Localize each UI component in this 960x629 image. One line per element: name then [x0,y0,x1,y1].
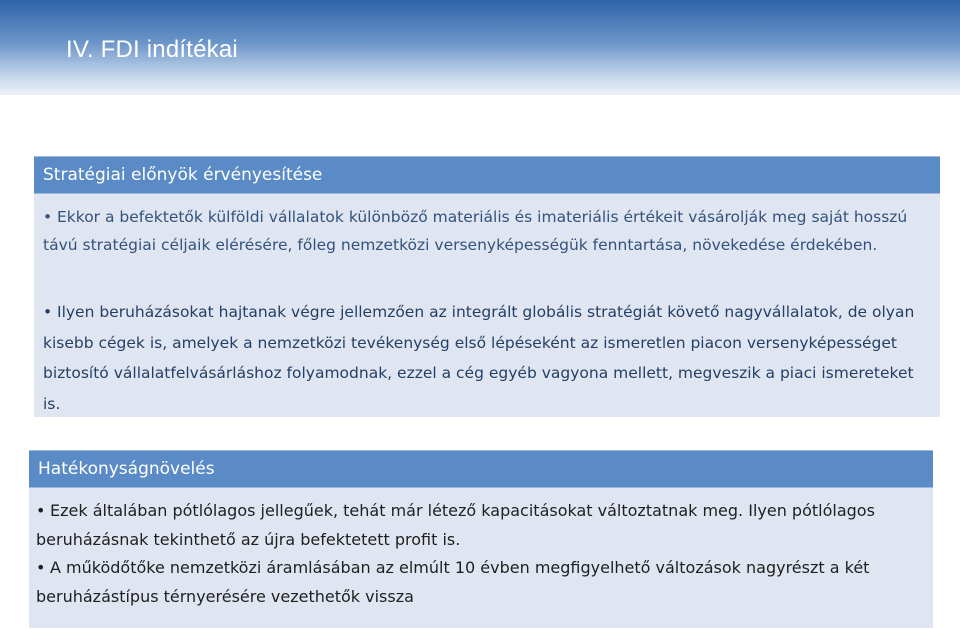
bullet-text: Ekkor a befektetők külföldi vállalatok különböző materiális és imateriális értékeit vásárolják meg saját hosszú távú stratégiai céljaik elérésére, főleg nemzetközi versenyképességük fenntartása, növekedése érdekében. [43,208,908,254]
section-heading-strategic-advantages: Stratégiai előnyök érvényesítése [34,156,940,194]
bullet-icon: • [43,208,53,226]
section-body-strategic-advantages [34,194,940,417]
bullet-paragraph [43,204,923,259]
bullet-icon: • [36,558,46,577]
section-body-efficiency [29,488,933,628]
bullet-icon: • [36,501,46,520]
slide-title: IV. FDI indítékai [66,36,238,63]
bullet-text: Ilyen beruházásokat hajtanak végre jellemzően az integrált globális stratégiát követő nagyvállalatok, de olyan kisebb cégek is, amelyek a nemzetközi tevékenység első lépéseként az ismeretlen piacon versenyképességet biztosító vállalatfelvásárláshoz folyamodnak, ezzel a cég egyéb vagyona mellett, megveszik a piaci ismereteket is. [43,303,915,413]
bullet-text: A működőtőke nemzetközi áramlásában az elmúlt 10 évben megfigyelhető változások nagyrészt a két beruházástípus térnyerésére vezethetők vissza [36,558,870,606]
bullet-text: Ezek általában pótlólagos jellegűek, tehát már létező kapacitásokat változtatnak meg. Ilyen pótlólagos beruházásnak tekinthető az újra befektetett profit is. [36,501,875,549]
bullet-paragraph [36,554,926,611]
bullet-paragraph [43,297,923,419]
title-bar [0,0,960,95]
bullet-paragraph [36,497,926,554]
section-heading-efficiency: Hatékonyságnövelés [29,450,933,488]
bullet-icon: • [43,303,53,321]
